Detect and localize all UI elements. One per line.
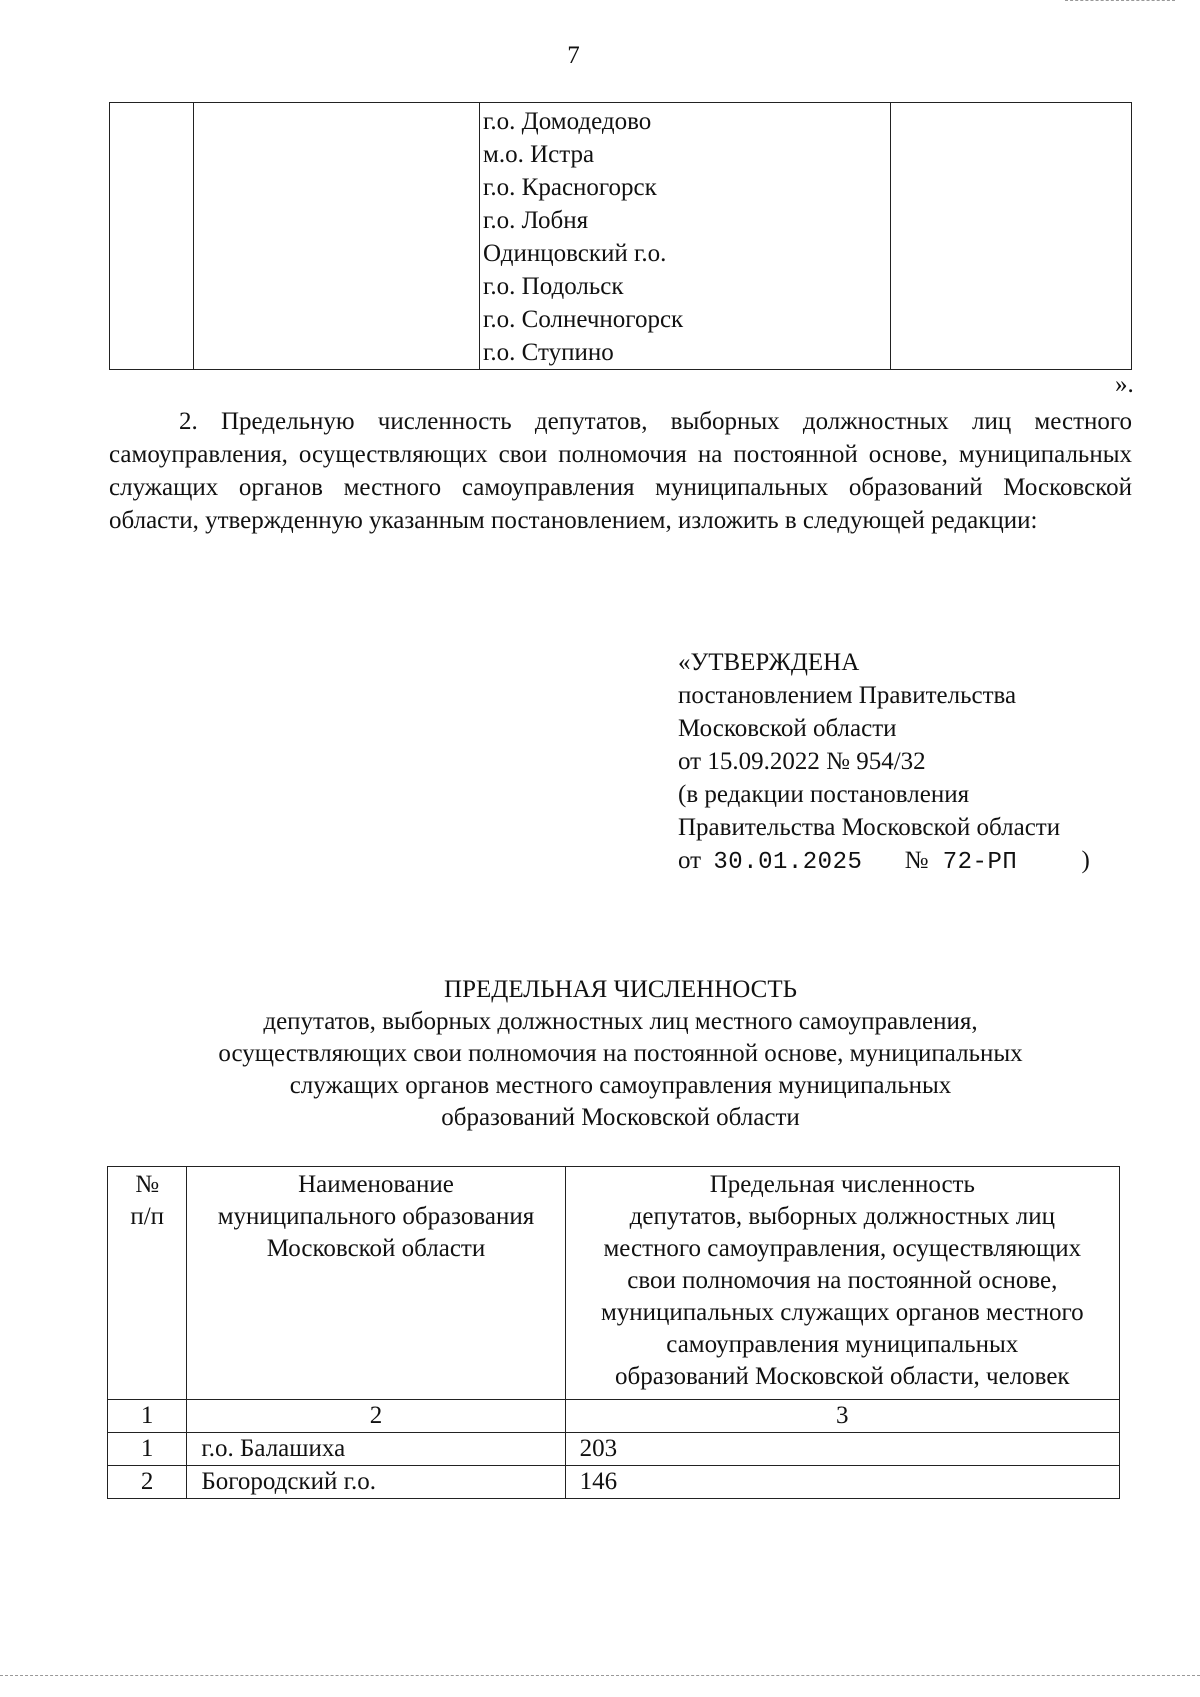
heading-title: ПРЕДЕЛЬНАЯ ЧИСЛЕННОСТЬ xyxy=(444,976,797,1003)
municipality-item: г.о. Домодедово xyxy=(483,108,652,135)
approval-line: «УТВЕРЖДЕНА xyxy=(678,649,860,676)
heading-line: депутатов, выборных должностных лиц местного самоуправления, xyxy=(263,1008,978,1035)
approval-line: Правительства Московской области xyxy=(678,814,1061,841)
limits-table xyxy=(107,1166,1120,1499)
top-scan-edge xyxy=(1065,0,1175,1)
header-text: Московской области xyxy=(266,1235,486,1262)
approval-date-prefix: от xyxy=(678,847,702,874)
approval-line: от 15.09.2022 № 954/32 xyxy=(678,748,926,775)
approval-line: (в редакции постановления xyxy=(678,781,970,808)
approval-date-line xyxy=(678,844,1138,879)
cont-col-municipalities xyxy=(480,103,891,370)
approval-line: Московской области xyxy=(678,715,897,742)
row-count: 146 xyxy=(565,1466,1119,1499)
cont-col-number xyxy=(110,103,194,370)
municipality-item: г.о. Ступино xyxy=(483,339,614,366)
municipality-item: г.о. Подольск xyxy=(483,273,624,300)
header-limit xyxy=(565,1167,1119,1400)
table-row xyxy=(108,1466,1120,1499)
row-count: 203 xyxy=(565,1433,1119,1466)
municipality-item: г.о. Солнечногорск xyxy=(483,306,684,333)
page-number: 7 xyxy=(567,42,580,69)
municipality-item: г.о. Лобня xyxy=(483,207,589,234)
header-text: п/п xyxy=(130,1203,165,1230)
header-text: муниципального образования xyxy=(217,1203,535,1230)
bottom-scan-edge xyxy=(0,1675,1200,1676)
approval-number: 72-РП xyxy=(942,849,1018,876)
table-row xyxy=(108,1433,1120,1466)
header-text: Наименование xyxy=(298,1171,454,1198)
continuation-table xyxy=(109,102,1132,370)
heading-line: образований Московской области xyxy=(441,1104,800,1131)
heading-line: служащих органов местного самоуправления муниципальных xyxy=(289,1072,952,1099)
header-number xyxy=(108,1167,187,1400)
row-name: г.о. Балашиха xyxy=(187,1433,565,1466)
approval-line: постановлением Правительства xyxy=(678,682,1017,709)
column-number-row xyxy=(108,1400,1120,1433)
header-text: № xyxy=(135,1171,160,1198)
municipality-item: м.о. Истра xyxy=(483,141,595,168)
approval-number-sign: № xyxy=(904,847,929,874)
approval-close-paren: ) xyxy=(1081,847,1090,874)
closing-quote: ». xyxy=(1115,371,1134,398)
cont-col-name xyxy=(194,103,480,370)
column-number: 2 xyxy=(187,1400,565,1433)
heading-line: осуществляющих свои полномочия на постоянной основе, муниципальных xyxy=(218,1040,1023,1067)
paragraph-2-text: 2. Предельную численность депутатов, выборных должностных лиц местного самоуправления, осуществляющих свои полномочия на постоянной основе, муниципальных служащих органов местного самоуправления муниципальных образований Московской области, утвержденную указанным постановлением, изложить в следующей редакции: xyxy=(109,408,1132,534)
municipality-item: Одинцовский г.о. xyxy=(483,240,667,267)
header-text: местного самоуправления, осуществляющих xyxy=(603,1235,1082,1262)
column-number: 3 xyxy=(565,1400,1119,1433)
header-text: депутатов, выборных должностных лиц xyxy=(629,1203,1055,1230)
row-name: Богородский г.о. xyxy=(187,1466,565,1499)
header-text: самоуправления муниципальных xyxy=(666,1331,1019,1358)
header-text: Предельная численность xyxy=(709,1171,975,1198)
approval-date: 30.01.2025 xyxy=(713,849,863,876)
cont-col-count xyxy=(891,103,1132,370)
approval-stamp xyxy=(678,646,1138,879)
column-number: 1 xyxy=(108,1400,187,1433)
header-text: свои полномочия на постоянной основе, xyxy=(627,1267,1058,1294)
document-heading xyxy=(109,974,1132,1134)
header-name xyxy=(187,1167,565,1400)
paragraph-2 xyxy=(109,405,1132,537)
row-number: 2 xyxy=(108,1466,187,1499)
row-number: 1 xyxy=(108,1433,187,1466)
header-text: образований Московской области, человек xyxy=(615,1363,1070,1390)
header-text: муниципальных служащих органов местного xyxy=(600,1299,1084,1326)
table-header-row xyxy=(108,1167,1120,1400)
municipality-item: г.о. Красногорск xyxy=(483,174,657,201)
